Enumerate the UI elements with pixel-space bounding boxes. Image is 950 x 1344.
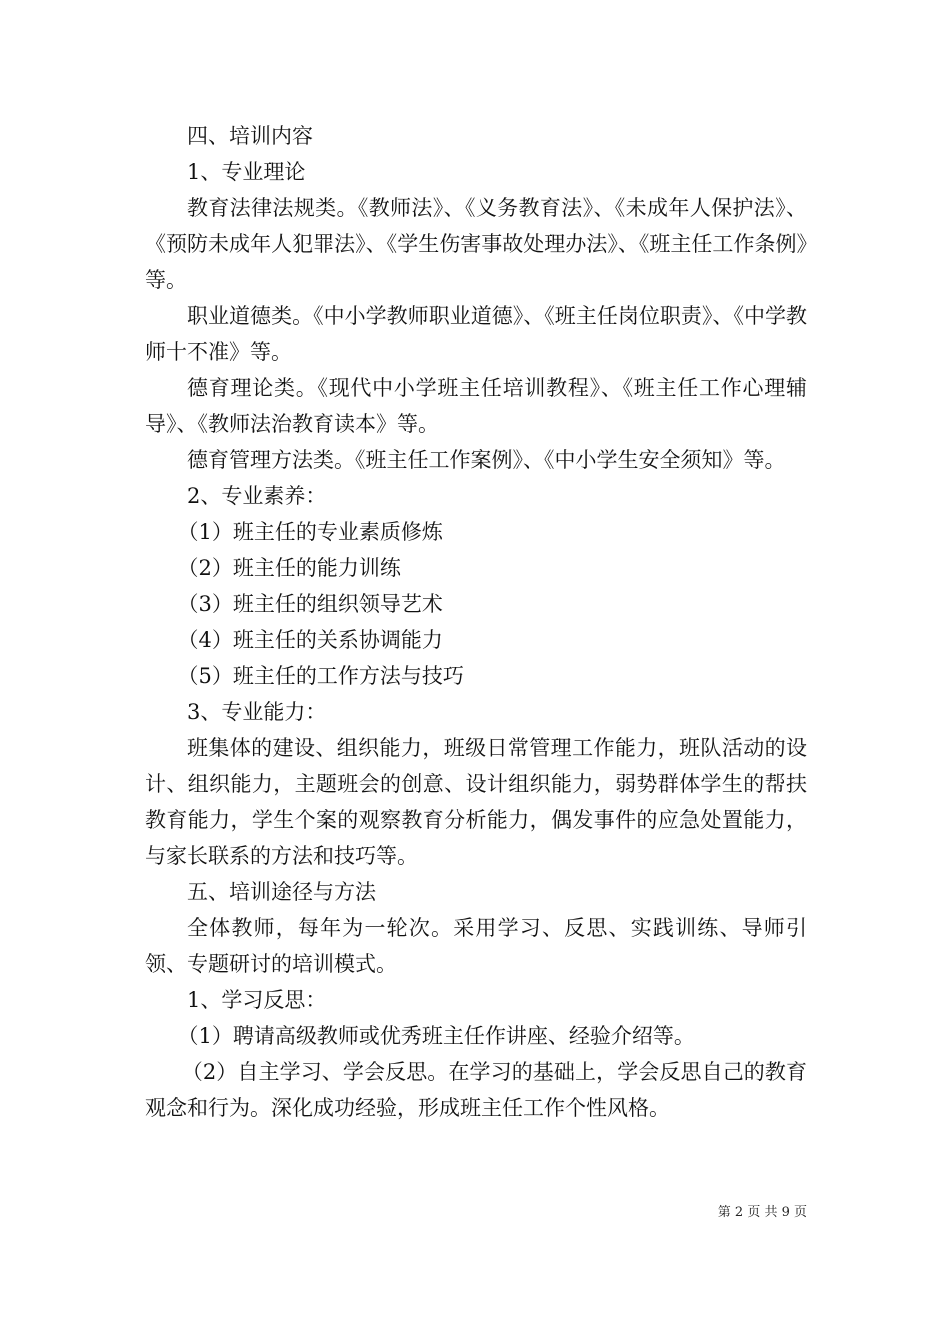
subheading-study-reflection: 1、学习反思：: [187, 988, 327, 1012]
subheading-professional-theory: 1、专业理论: [187, 160, 306, 184]
list-item-quality-1: （1）班主任的专业素质修炼: [177, 520, 443, 544]
document-body: [145, 118, 807, 1126]
paragraph-training-mode: 全体教师，每年为一轮次。采用学习、反思、实践训练、导师引领、专题研讨的培训模式。: [145, 916, 807, 976]
subheading-professional-ability: 3、专业能力：: [187, 700, 327, 724]
list-item-quality-2: （2）班主任的能力训练: [177, 556, 401, 580]
page-number-footer: 第 2 页 共 9 页: [717, 1205, 807, 1220]
paragraph-laws: 教育法律法规类。《教师法》、《义务教育法》、《未成年人保护法》、《预防未成年人犯罪法》、《学生伤害事故处理办法》、《班主任工作条例》等。: [145, 196, 807, 292]
paragraph-moral-theory: 德育理论类。《现代中小学班主任培训教程》、《班主任工作心理辅导》、《教师法治教育读本》等。: [145, 376, 807, 436]
section-heading-training-methods: 五、培训途径与方法: [187, 880, 376, 904]
list-item-quality-3: （3）班主任的组织领导艺术: [177, 592, 443, 616]
list-item-quality-4: （4）班主任的关系协调能力: [177, 628, 443, 652]
list-item-quality-5: （5）班主任的工作方法与技巧: [177, 664, 464, 688]
paragraph-abilities: 班集体的建设、组织能力，班级日常管理工作能力，班队活动的设计、组织能力，主题班会的创意、设计组织能力，弱势群体学生的帮扶教育能力，学生个案的观察教育分析能力，偶发事件的应急处置能力，与家长联系的方法和技巧等。: [145, 736, 807, 868]
list-item-study-2: （2）自主学习、学会反思。在学习的基础上，学会反思自己的教育观念和行为。深化成功经验，形成班主任工作个性风格。: [145, 1060, 807, 1120]
section-heading-training-content: 四、培训内容: [187, 124, 313, 148]
paragraph-ethics: 职业道德类。《中小学教师职业道德》、《班主任岗位职责》、《中学教师十不准》等。: [145, 304, 807, 364]
subheading-professional-quality: 2、专业素养：: [187, 484, 327, 508]
paragraph-moral-management: 德育管理方法类。《班主任工作案例》、《中小学生安全须知》等。: [187, 448, 786, 472]
list-item-study-1: （1）聘请高级教师或优秀班主任作讲座、经验介绍等。: [177, 1024, 695, 1048]
